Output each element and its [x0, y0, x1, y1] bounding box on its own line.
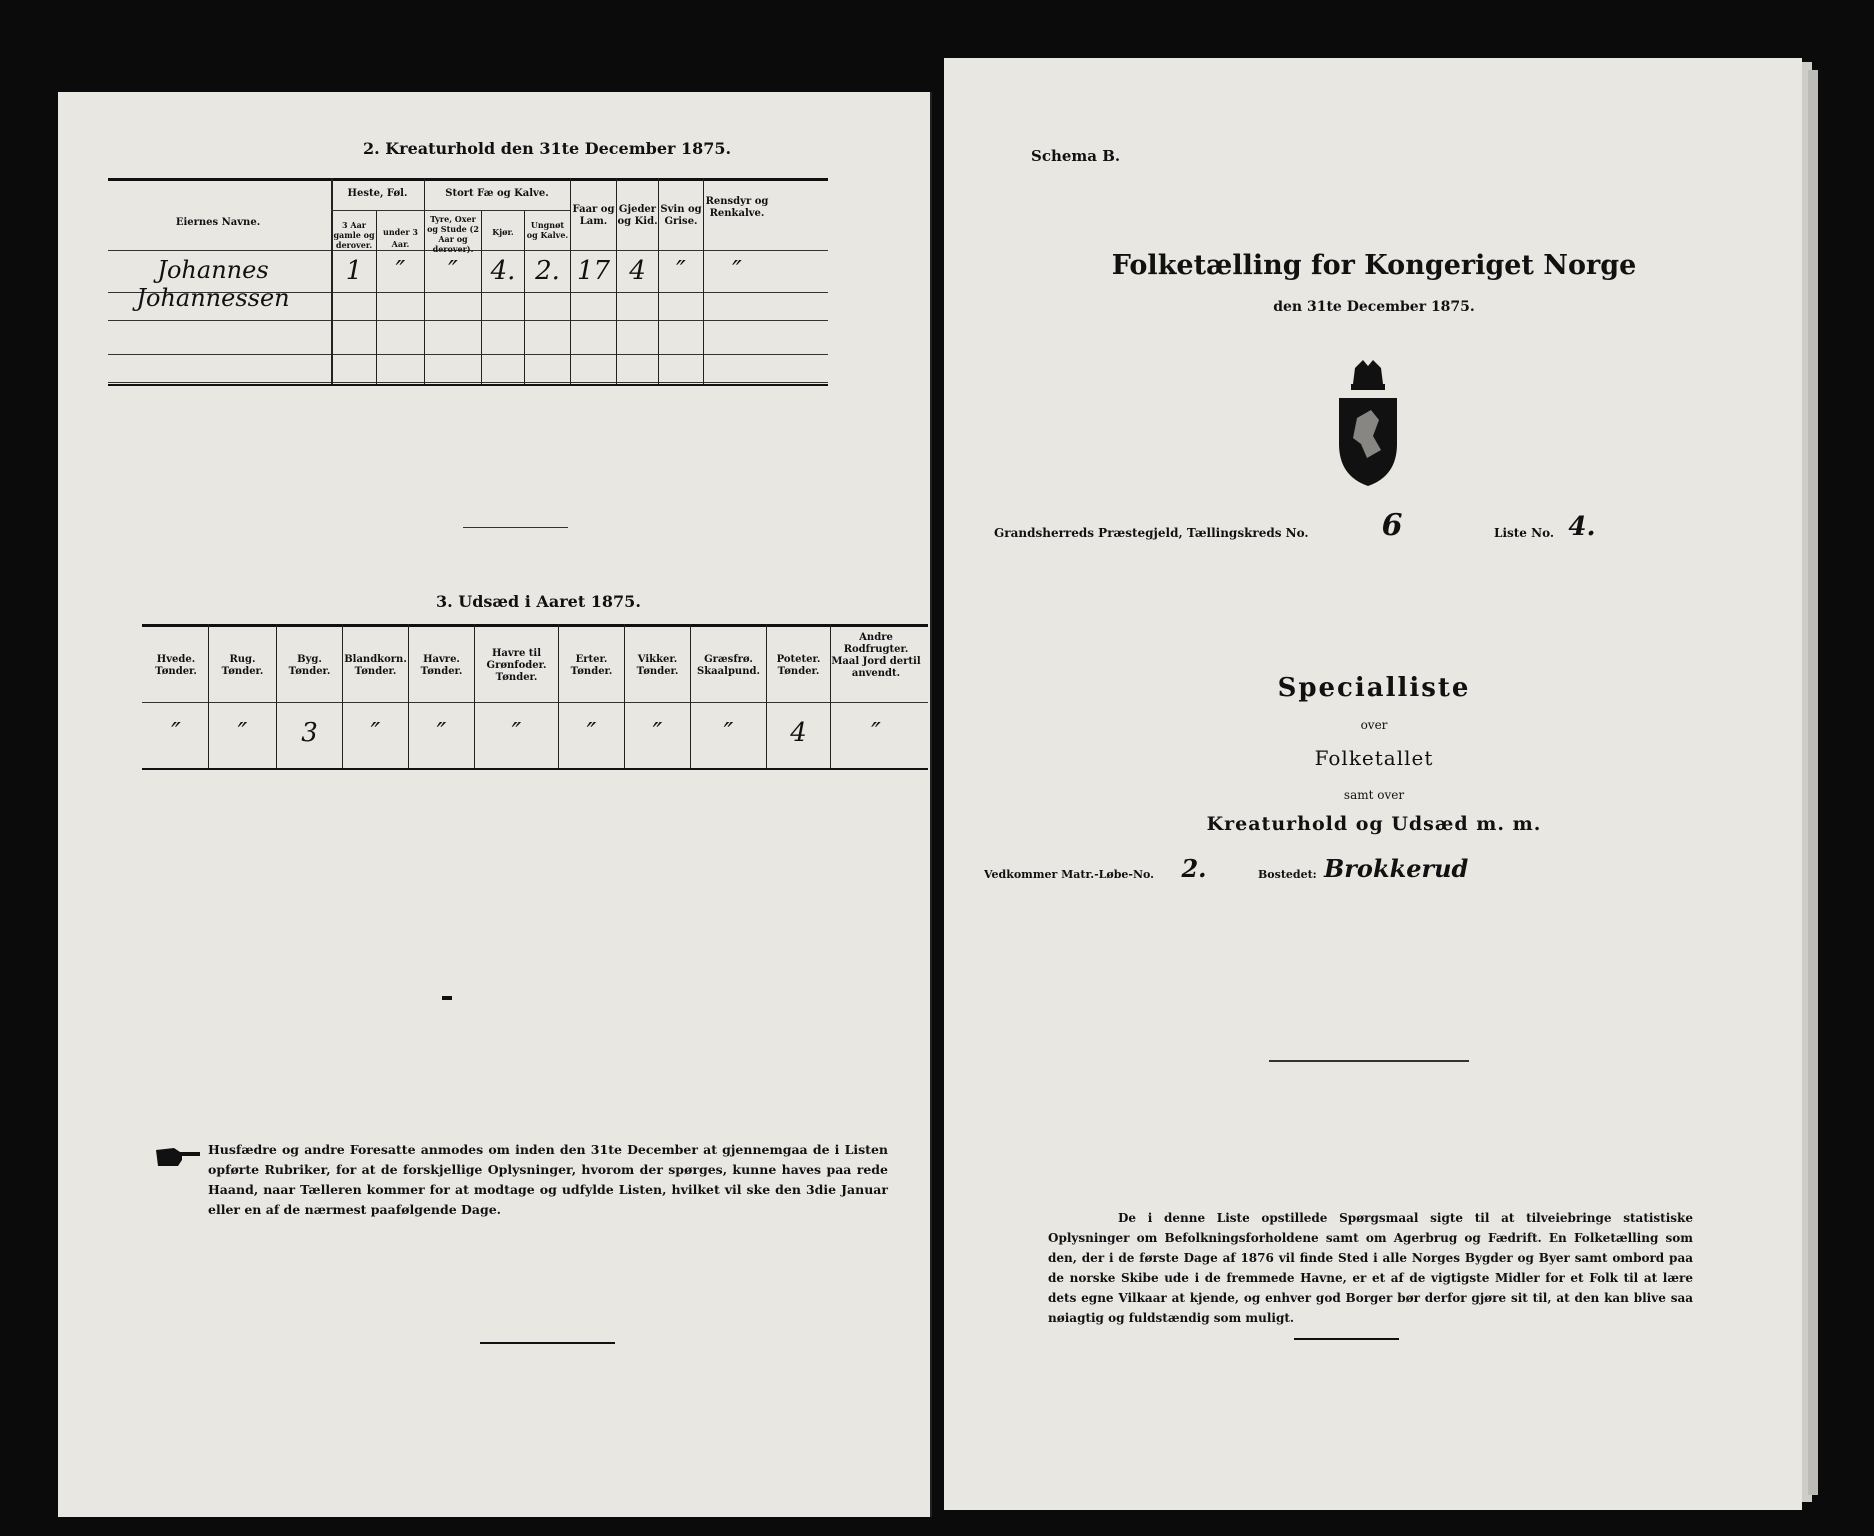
column-group-header: Heste, Føl.	[347, 188, 408, 199]
kreds-number: 6	[1381, 508, 1403, 543]
column-header: under 3 Aar.	[383, 227, 418, 249]
location-label: Grandsherreds Præstegjeld, Tællingskreds No.	[994, 526, 1309, 540]
owner-header: Eiernes Navne.	[175, 217, 261, 228]
column-header: Blandkorn. Tønder.	[344, 654, 407, 677]
table-cell: ″	[448, 256, 458, 286]
table-cell: ″	[436, 718, 447, 748]
separator-rule	[463, 527, 568, 528]
table-cell: 2.	[535, 256, 560, 286]
specialliste-title: Specialliste	[1277, 673, 1471, 703]
column-group-header: Stort Fæ og Kalve.	[445, 188, 549, 199]
ink-mark	[442, 996, 452, 1000]
table-cell: ″	[732, 256, 742, 286]
table-cell: ″	[370, 718, 381, 748]
column-header: 3 Aar gamle og derover.	[333, 220, 375, 250]
table-cell: ″	[511, 718, 522, 748]
section-2-title: 2. Kreaturhold den 31te December 1875.	[363, 139, 732, 158]
column-header: Byg. Tønder.	[288, 654, 331, 677]
pointing-hand-icon	[154, 1144, 202, 1170]
left-page	[58, 92, 932, 1517]
owner-name: Johannes Johannessen	[136, 256, 290, 312]
table-cell: 17	[576, 256, 611, 286]
column-header: Ungnøt og Kalve.	[526, 220, 569, 240]
column-header: Havre til Grønfoder. Tønder.	[486, 648, 547, 683]
column-header: Hvede. Tønder.	[155, 654, 197, 677]
table-cell: ″	[395, 256, 406, 286]
intro-paragraph: De i denne Liste opstillede Spørgsmaal sigte til at tilveiebringe statistiske Oplysninger om Befolkningsforholdene samt om Agerbrug og Fædrift. En Folketælling som den, der i de første Dage af 1876 vil finde Sted i alle Norges Bygder og Byer samt ombord paa de norske Skibe ude i de fremmede Havne, er et af de vigtigste Midler for et Folk til at lære dets egne Vilkaar at kjende, og enhver god Borger bør derfor gjøre sit til, at den kan blive saa nøiagtig og fuldstændig som muligt.	[1048, 1211, 1693, 1325]
page-edge	[1808, 70, 1818, 1495]
table-cell: ″	[586, 718, 597, 748]
column-header: Græsfrø. Skaalpund.	[697, 654, 760, 677]
main-title: Folketælling for Kongeriget Norge	[1111, 250, 1637, 281]
date-line: den 31te December 1875.	[1273, 299, 1475, 315]
liste-label: Liste No.	[1494, 526, 1555, 540]
bosted-label: Bostedet:	[1258, 868, 1317, 881]
liste-number: 4.	[1568, 512, 1596, 542]
column-header: Havre. Tønder.	[420, 654, 463, 677]
table-rule	[142, 702, 928, 703]
column-header: Rug. Tønder.	[221, 654, 264, 677]
kreaturhold-label: Kreaturhold og Udsæd m. m.	[1206, 813, 1542, 835]
table-rule	[142, 624, 928, 627]
separator-rule	[1294, 1338, 1399, 1340]
column-header: Vikker. Tønder.	[636, 654, 679, 677]
table-rule	[108, 384, 828, 386]
table-cell: ″	[237, 718, 248, 748]
table-rule	[108, 178, 828, 181]
separator-rule	[480, 1342, 615, 1344]
table-cell: 1	[345, 256, 363, 286]
column-header: Erter. Tønder.	[570, 654, 613, 677]
table-rule	[142, 768, 928, 770]
column-header: Svin og Grise.	[660, 204, 702, 227]
table-cell: ″	[871, 718, 881, 748]
column-header: Tyre, Oxer og Stude (2 Aar og derover).	[427, 214, 479, 254]
notice-text: Husfædre og andre Foresatte anmodes om inden den 31te December at gjennemgaa de i Listen opførte Rubriker, for at de forskjellige Oplysninger, hvorom der spørges, kunne haves paa rede Haand, naar Tælleren kommer for at modtage og udfylde Listen, hvilket vil ske den 3die Januar eller en af de nærmest paafølgende Dage.	[208, 1142, 888, 1217]
folketallet-label: Folketallet	[1314, 746, 1434, 770]
table-cell: 3	[301, 718, 318, 748]
column-header: Gjeder og Kid.	[617, 204, 658, 227]
column-header: Poteter. Tønder.	[776, 654, 821, 677]
schema-label: Schema B.	[1031, 147, 1121, 165]
table-rule	[108, 354, 828, 355]
coat-of-arms-icon	[1333, 358, 1403, 488]
table-cell: ″	[652, 718, 663, 748]
samt-over-label: samt over	[1343, 788, 1405, 802]
table-cell: ″	[723, 718, 734, 748]
column-header: Andre Rodfrugter. Maal Jord dertil anvendt.	[831, 632, 921, 679]
table-rule	[331, 210, 570, 211]
table-cell: 4	[790, 718, 807, 748]
section-3-title: 3. Udsæd i Aaret 1875.	[436, 592, 641, 611]
over-label: over	[1360, 718, 1388, 732]
column-header: Rensdyr og Renkalve.	[705, 196, 769, 219]
matr-number: 2.	[1181, 854, 1207, 883]
table-rule	[108, 320, 828, 321]
right-page	[944, 58, 1802, 1510]
matr-label: Vedkommer Matr.-Løbe-No.	[984, 868, 1154, 881]
column-header: Kjør.	[492, 227, 514, 237]
column-header: Faar og Lam.	[572, 204, 615, 227]
bosted-value: Brokkerud	[1324, 854, 1469, 883]
separator-rule	[1269, 1060, 1469, 1062]
table-cell: ″	[171, 718, 181, 748]
table-cell: ″	[676, 256, 686, 286]
table-cell: 4	[629, 256, 646, 286]
table-rule	[108, 382, 828, 383]
table-cell: 4.	[490, 256, 516, 286]
